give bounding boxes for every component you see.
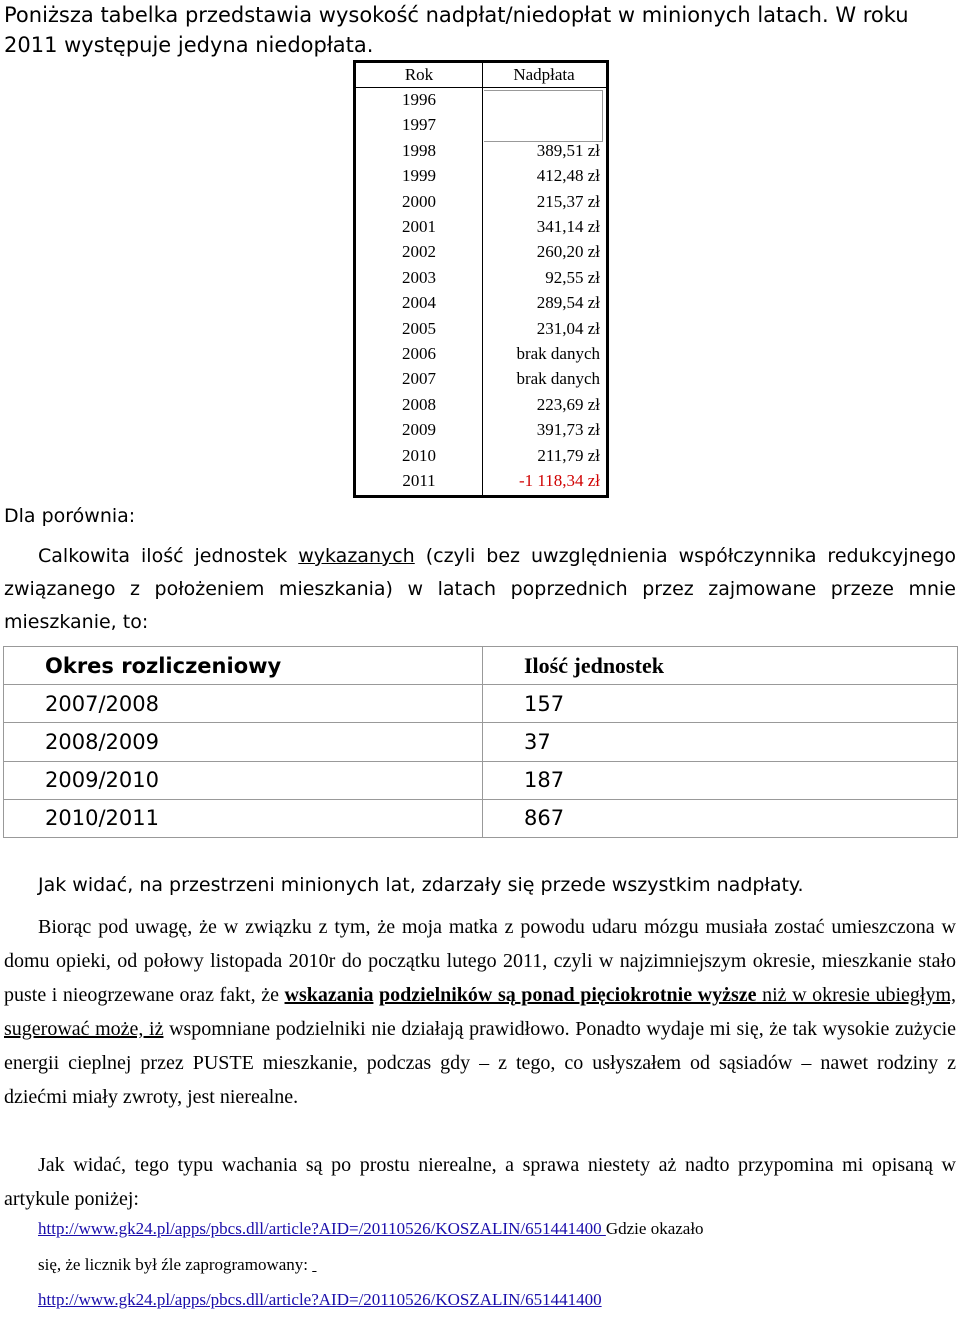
overpayment-cell: 223,69 zł: [536, 394, 600, 414]
underline-gap: [312, 1255, 316, 1274]
period-cell: 2007/2008: [4, 685, 483, 723]
table-row: [356, 266, 606, 291]
period-cell: 2009/2010: [4, 761, 483, 799]
table-row: [356, 139, 606, 164]
article-paragraph: [4, 1148, 956, 1216]
overpayment-cell: 92,55 zł: [545, 267, 600, 287]
article-link-1[interactable]: http://www.gk24.pl/apps/pbcs.dll/article?AID=/20110526/KOSZALIN/651441400: [38, 1219, 606, 1238]
header-overpayment: Nadpłata: [513, 65, 575, 84]
year-cell: 2006: [402, 344, 436, 363]
comparison-label: Dla porównia:: [4, 505, 136, 527]
table-row: [356, 418, 606, 443]
link-line-1-suffix: Gdzie okazało: [605, 1219, 704, 1238]
intro-text: Poniższa tabelka przedstawia wysokość nadpłat/niedopłat w minionych latach. W roku 2011 występuje jedyna niedopłata.: [4, 3, 909, 57]
overpayment-cell: brak danych: [516, 344, 600, 363]
units-paragraph-start: Calkowita ilość jednostek: [38, 545, 299, 567]
header-year: Rok: [404, 65, 434, 84]
units-underlined-word: wykazanych: [298, 545, 415, 567]
units-table: [3, 646, 958, 838]
overpayments-summary: Jak widać, na przestrzeni minionych lat, zdarzały się przede wszystkim nadpłaty.: [38, 874, 804, 896]
article-paragraph-text: Jak widać, tego typu wachania są po prostu nierealne, a sprawa niestety aż nadto przypomina mi opisaną w artykule poniżej:: [4, 1154, 956, 1210]
year-cell: 2000: [402, 191, 436, 211]
period-cell: 2008/2009: [4, 723, 483, 761]
year-cell: 2003: [402, 267, 436, 287]
year-cell: 2005: [402, 318, 436, 338]
year-cell: 2001: [402, 217, 436, 236]
year-cell: 2004: [402, 293, 436, 313]
table-row: [356, 317, 606, 342]
overpayment-cell: 231,04 zł: [536, 318, 600, 338]
year-cell: 1998: [402, 140, 436, 160]
overpayment-cell: 215,37 zł: [536, 191, 600, 211]
table-row: [356, 393, 606, 418]
overpayment-table: [353, 60, 609, 498]
main-paragraph-end: wspomniane podzielniki nie działają prawidłowo. Ponadto wydaje mi się, że tak wysokie zużycie energii cieplnej przez PUSTE mieszkanie, podczas gdy – z tego, co usłyszałem od sąsiadów – nawet rodziny z dziećmi miały zwroty, jest nierealne.: [4, 1018, 957, 1108]
link-line-2: [38, 1255, 317, 1275]
misprogrammed-meter-text: się, że licznik był źle zaprogramowany:: [38, 1255, 308, 1274]
year-cell: 2008: [402, 394, 436, 414]
overpayment-cell: 289,54 zł: [536, 293, 600, 313]
link-line-3: [38, 1290, 602, 1310]
main-paragraph-start: Biorąc pod uwagę, że w związku z tym, że moja matka z powodu udaru mózgu musiała zostać umieszczona w domu opieki, od połowy listopada 2010r do początku lutego 2011, czyli w najzimniejszym okresie, mieszkanie stało puste i nieogrzewane oraz fakt, że: [4, 916, 956, 1006]
units-cell: 187: [483, 761, 958, 799]
year-cell: 1999: [402, 166, 436, 186]
overpayment-cell: 412,48 zł: [536, 166, 600, 186]
overpayment-cell: 211,79 zł: [537, 445, 600, 465]
overpayment-cell: brak danych: [516, 369, 600, 389]
overpayment-cell: -1 118,34 zł: [518, 471, 600, 490]
units-table-header: [4, 647, 958, 685]
year-cell: 1996: [402, 90, 436, 109]
emphasis-readings: wskazania: [284, 984, 374, 1006]
article-link-2[interactable]: http://www.gk24.pl/apps/pbcs.dll/article?AID=/20110526/KOSZALIN/651441400: [38, 1290, 602, 1309]
main-paragraph: [4, 910, 956, 1114]
units-cell: 867: [483, 799, 958, 837]
period-cell: 2010/2011: [4, 799, 483, 837]
table-row: [356, 444, 606, 469]
main-paragraph-middle: niż w okresie ubiegłym, sugerować może, iż: [4, 984, 957, 1040]
table-row: [356, 164, 606, 189]
table-row: [356, 113, 606, 138]
table-row: [4, 799, 958, 837]
year-cell: 2009: [402, 420, 436, 440]
units-cell: 37: [483, 723, 958, 761]
year-cell: 2007: [402, 369, 436, 389]
year-cell: 1997: [402, 115, 436, 135]
table-row: [356, 367, 606, 392]
link-line-1: [38, 1219, 704, 1239]
year-cell: 2011: [402, 471, 436, 490]
table-header-row: [356, 63, 606, 88]
table-row: [4, 723, 958, 761]
table-row: [356, 291, 606, 316]
table-row: [356, 190, 606, 215]
table-row: [4, 761, 958, 799]
header-period: Okres rozliczeniowy: [4, 647, 483, 685]
overpayment-cell: 389,51 zł: [536, 140, 600, 160]
table-row: [356, 88, 606, 113]
year-cell: 2010: [402, 445, 436, 465]
emphasis-dividers: podzielników są ponad pięciokrotnie wyższe: [379, 984, 757, 1006]
table-row: [4, 685, 958, 723]
overpayment-cell: 391,73 zł: [536, 420, 600, 440]
units-cell: 157: [483, 685, 958, 723]
table-row: [356, 215, 606, 240]
overpayment-cell: 341,14 zł: [536, 217, 600, 236]
header-units: Ilość jednostek: [483, 647, 958, 685]
year-cell: 2002: [402, 242, 436, 262]
overpayment-cell: 260,20 zł: [536, 242, 600, 262]
table-row: [356, 469, 606, 494]
units-paragraph: [4, 540, 956, 639]
table-row: [356, 342, 606, 367]
table-row: [356, 240, 606, 265]
units-paragraph-end: (czyli bez uwzględnienia współczynnika redukcyjnego związanego z położeniem mieszkania) w latach poprzednich przez zajmowane przeze mnie mieszkanie, to:: [4, 545, 957, 633]
